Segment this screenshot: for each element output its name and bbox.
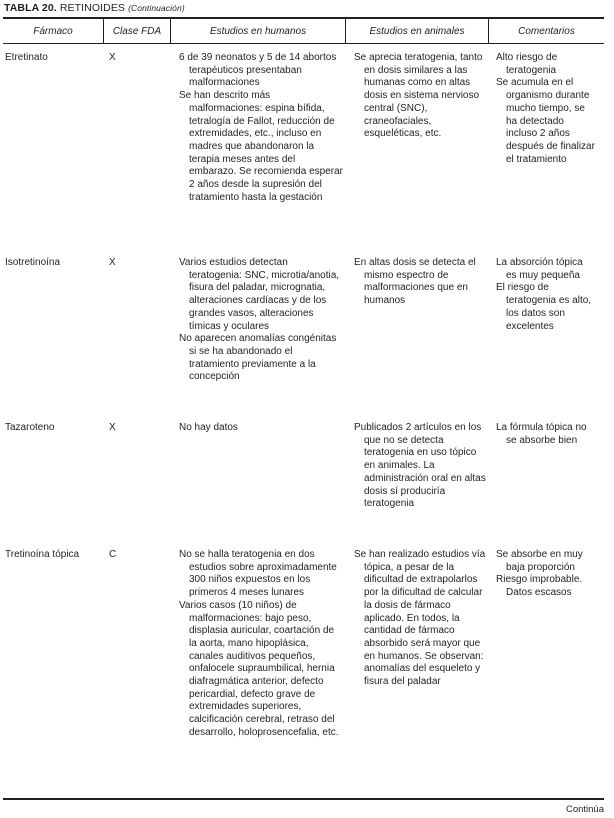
header-human-studies: Estudios en humanos	[209, 26, 307, 37]
cell-human-studies	[179, 422, 343, 435]
paragraph: En altas dosis se detecta el mismo espectro de malformaciones que en humanos	[354, 257, 476, 307]
continues-note: Continúa	[565, 804, 604, 815]
table-name: RETINOIDES	[59, 2, 126, 14]
paragraph: Riesgo improbable. Datos escasos	[496, 574, 583, 599]
cell-comments	[496, 549, 596, 600]
paragraph: 6 de 39 neonatos y 5 de 14 abortos terapéuticos presentaban malformaciones	[179, 52, 337, 89]
cell-human-studies	[179, 52, 343, 204]
paragraph: Alto riesgo de teratogenia	[496, 52, 558, 76]
header-rule	[3, 43, 604, 44]
bottom-rule	[3, 798, 604, 800]
cell-comments	[496, 52, 596, 166]
cell-human-studies	[179, 549, 343, 740]
paragraph: Se han descrito más malformaciones: espina bífida, tetralogía de Fallot, reducción de extremidades, etc., incluso en madres que abandonaron la terapia meses antes del embarazo. Se recomienda esperar 2 años desde la supresión del tratamiento hasta la gestación	[179, 90, 343, 203]
paragraph: Varios estudios detectan teratogenia: SNC, microtia/anotia, fisura del paladar, micrognatia, alteraciones cardíacas y de los grandes vasos, alteraciones tímicas y oculares	[179, 257, 340, 332]
table-number: TABLA 20.	[4, 2, 57, 14]
cell-drug: Tazaroteno	[5, 422, 55, 433]
header-drug: Fármaco	[33, 26, 73, 37]
cell-comments	[496, 422, 596, 447]
paragraph: La absorción tópica es muy pequeña	[496, 257, 583, 281]
cell-animal-studies	[354, 549, 486, 689]
paragraph: Publicados 2 artículos en los que no se detecta teratogenia en uso tópico en animales. La administración oral en altas dosis sí produciría teratogenia	[354, 422, 486, 510]
paragraph: No hay datos	[179, 422, 238, 433]
paragraph: No se halla teratogenia en dos estudios sobre aproximadamente 300 niños expuestos en los primeros 4 meses lunares	[179, 549, 337, 599]
cell-fda-class: X	[109, 257, 116, 268]
cell-human-studies	[179, 257, 343, 384]
table-title	[4, 2, 185, 14]
top-rule	[3, 17, 604, 19]
paragraph: No aparecen anomalías congénitas si se ha abandonado el tratamiento previamente a la concepción	[179, 333, 337, 383]
cell-animal-studies	[354, 52, 486, 141]
paragraph: La fórmula tópica no se absorbe bien	[496, 422, 587, 446]
paragraph: Se han realizado estudios vía tópica, a pesar de la dificultad de extrapolarlos por la dificultad de calcular la dosis de fármaco aplicado. En todos, la cantidad de fármaco absorbido será mayor que en humanos. Se observan: anomalías del esqueleto y fisura del paladar	[354, 549, 486, 688]
header-animal-studies: Estudios en animales	[369, 26, 465, 37]
cell-comments	[496, 257, 596, 333]
header-comments: Comentarios	[518, 26, 575, 37]
cell-animal-studies	[354, 422, 486, 511]
paragraph: Se absorbe en muy baja proporción	[496, 549, 583, 573]
cell-drug: Tretinoína tópica	[5, 549, 80, 560]
header-fda-class: Clase FDA	[112, 26, 162, 37]
cell-fda-class: C	[109, 549, 117, 560]
paragraph: Se acumula en el organismo durante mucho tiempo, se ha detectado incluso 2 años después de finalizar el tratamiento	[496, 77, 595, 165]
cell-drug: Isotretinoína	[5, 257, 61, 268]
cell-fda-class: X	[109, 52, 116, 63]
continuation-note: (Continuación)	[128, 3, 185, 13]
cell-drug: Etretinato	[5, 52, 48, 63]
paragraph: Varios casos (10 niños) de malformaciones: bajo peso, displasia auricular, coartación de la aorta, mano hipoplásica, canales auditivos pequeños, onfalocele supraumbilical, hernia diafragmática anterior, defecto pericardial, defecto grave de extremidades superiores, calcificación cerebral, retraso del desarrollo, holoprosencefalia, etc.	[179, 599, 339, 738]
cell-fda-class: X	[109, 422, 116, 433]
paragraph: Se aprecia teratogenia, tanto en dosis similares a las humanas como en altas dosis en sistema nervioso central (SNC), craneofaciales, esqueléticas, etc.	[354, 52, 483, 140]
paragraph: El riesgo de teratogenia es alto, los datos son excelentes	[496, 282, 592, 332]
cell-animal-studies	[354, 257, 486, 308]
